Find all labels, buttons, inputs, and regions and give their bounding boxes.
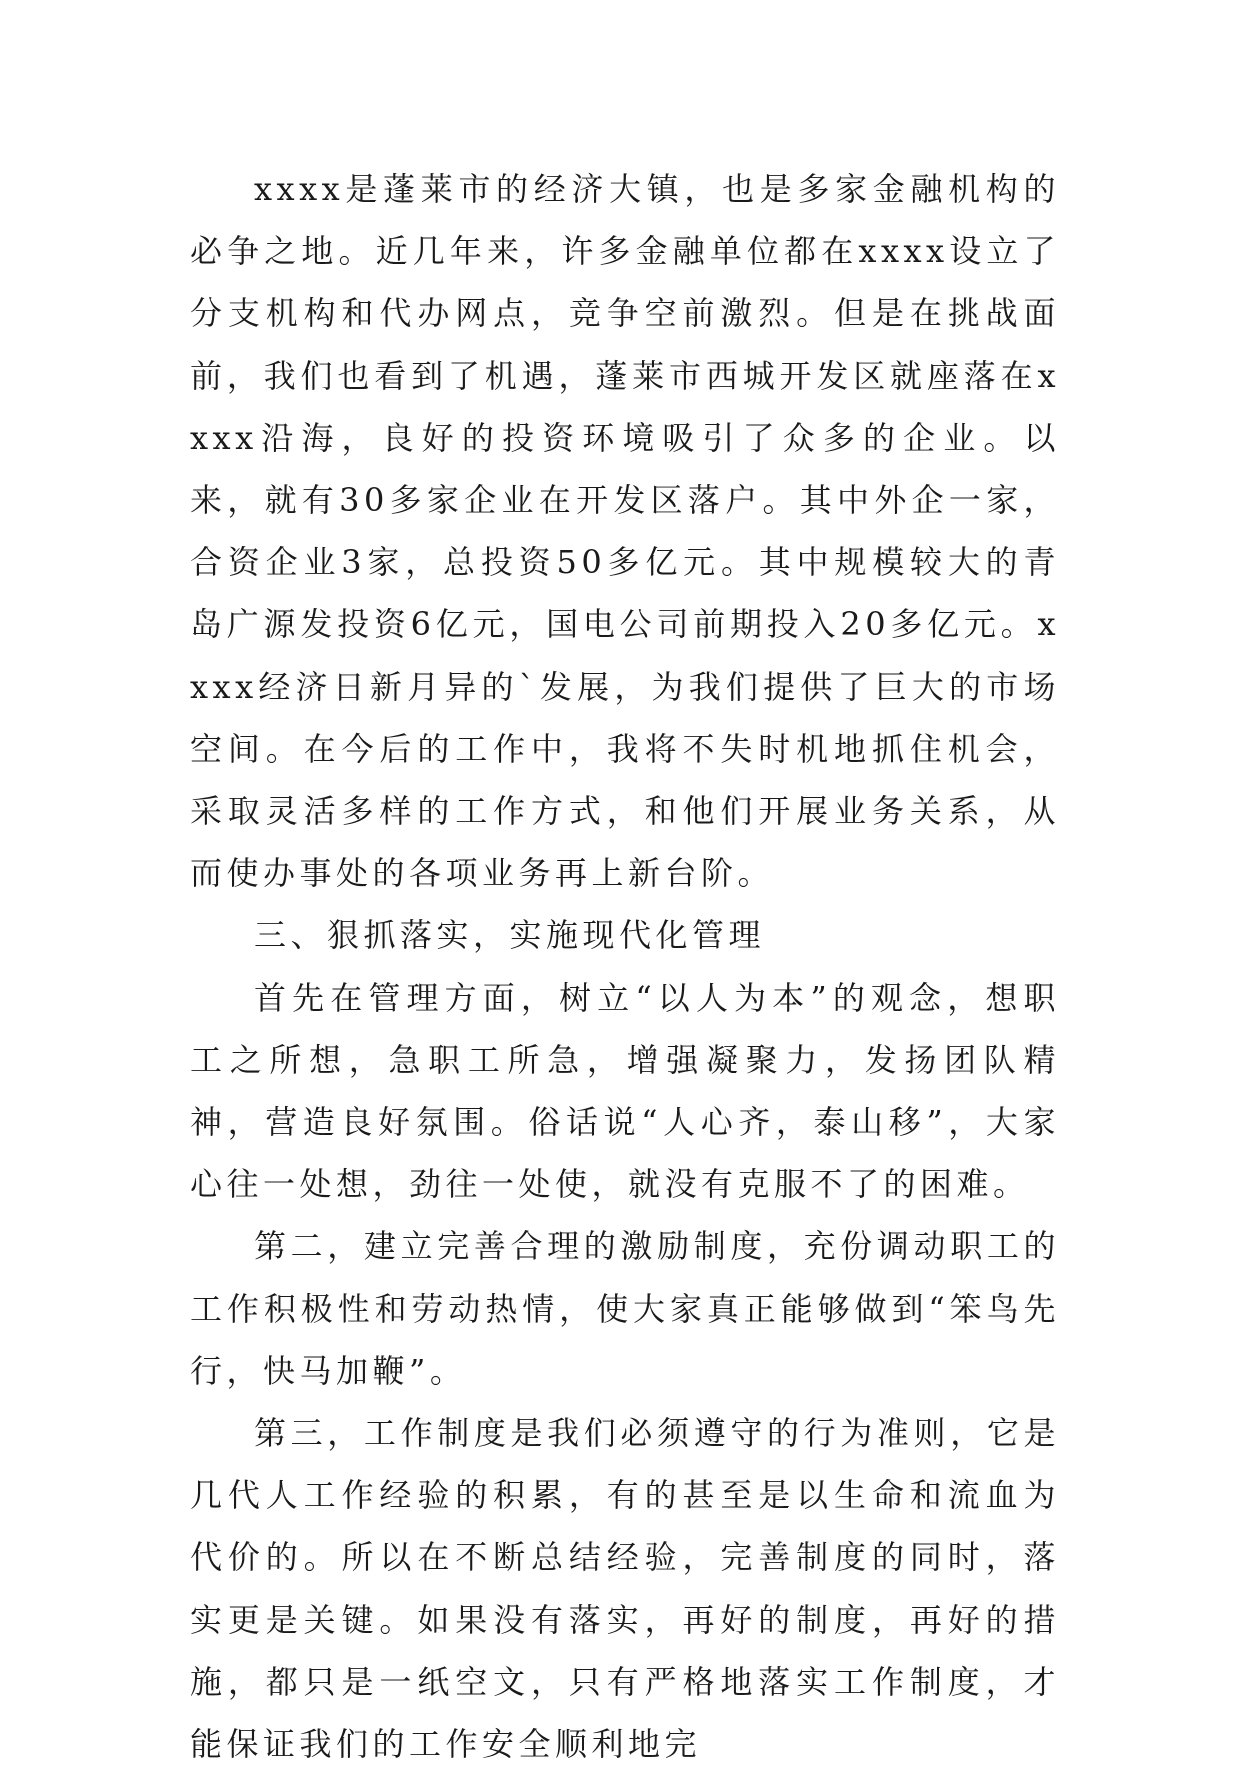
paragraph-incentive-system: 第二，建立完善合理的激励制度，充份调动职工的工作积极性和劳动热情，使大家真正能够做到“笨鸟先行，快马加鞭”。	[190, 1227, 1060, 1390]
paragraph-work-rules: 第三，工作制度是我们必须遵守的行为准则，它是几代人工作经验的积累，有的甚至是以生命和流血为代价的。所以在不断总结经验，完善制度的同时，落实更是关键。如果没有落实，再好的制度，再好的措施，都只是一纸空文，只有严格地落实工作制度，才能保证我们的工作安全顺利地完	[190, 1414, 1060, 1764]
paragraph-market-opportunity: xxxx是蓬莱市的经济大镇，也是多家金融机构的必争之地。近几年来，许多金融单位都在xxxx设立了分支机构和代办网点，竞争空前激烈。但是在挑战面前，我们也看到了机遇，蓬莱市西城开发区就座落在xxxx沿海，良好的投资环境吸引了众多的企业。以来，就有30多家企业在开发区落户。其中外企一家，合资企业3家，总投资50多亿元。其中规模较大的青岛广源发投资6亿元，国电公司前期投入20多亿元。xxxx经济日新月异的`发展，为我们提供了巨大的市场空间。在今后的工作中，我将不失时机地抓住机会，采取灵活多样的工作方式，和他们开展业务关系，从而使办事处的各项业务再上新台阶。	[190, 170, 1060, 893]
paragraph-people-oriented: 首先在管理方面，树立“以人为本”的观念，想职工之所想，急职工所急，增强凝聚力，发扬团队精神，营造良好氛围。俗话说“人心齐，泰山移”，大家心往一处想，劲往一处使，就没有克服不了的困难。	[190, 978, 1060, 1204]
section-heading-management: 三、狠抓落实，实施现代化管理	[254, 916, 766, 955]
document-body	[190, 158, 1060, 1775]
